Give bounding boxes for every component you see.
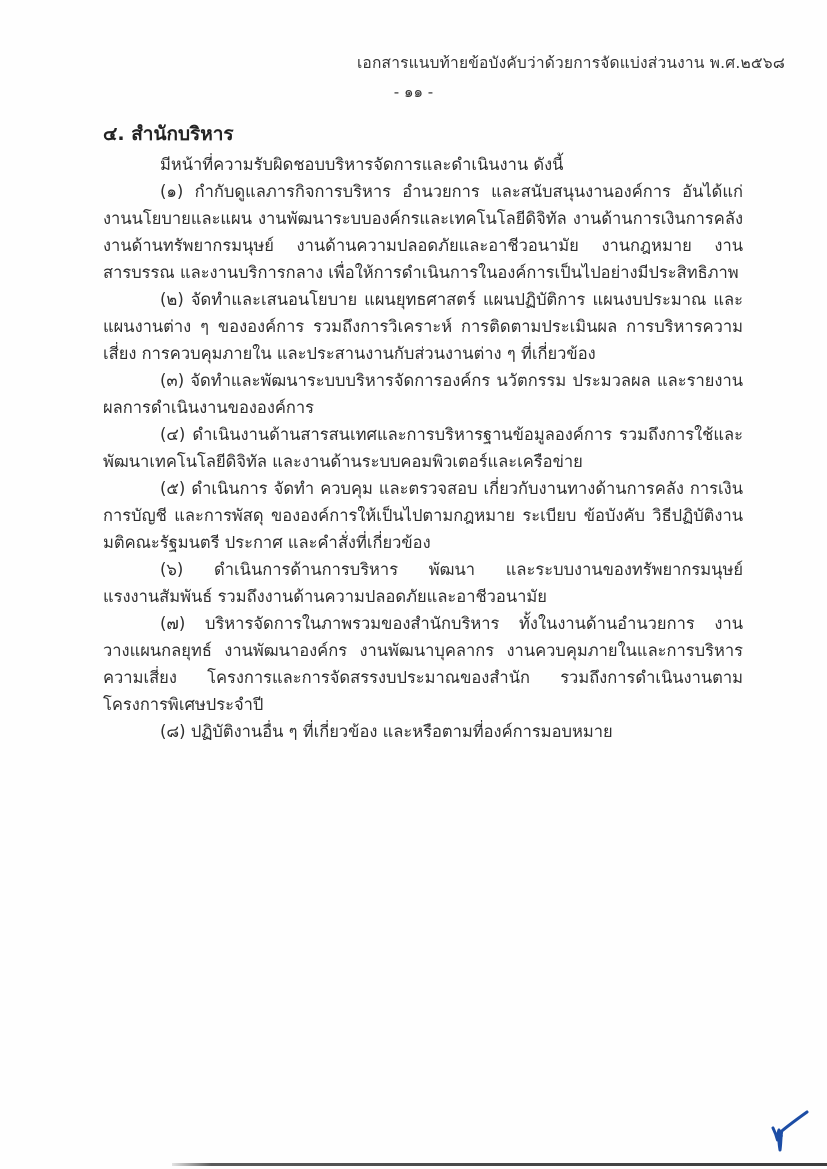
duty-item-2: (๒) จัดทำและเสนอนโยบาย แผนยุทธศาสตร์ แผนปฏิบัติการ แผนงบประมาณ และแผนงานต่าง ๆ ขององค์การ รวมถึงการวิเคราะห์ การติดตามประเมินผล การบริหารความเสี่ยง การควบคุมภายใน และประสานงานกับส่วนงานต่าง ๆ ที่เกี่ยวข้อง: [103, 290, 743, 363]
intro-line: มีหน้าที่ความรับผิดชอบบริหารจัดการและดำเนินงาน ดังนี้: [160, 155, 564, 174]
duty-item-3: (๓) จัดทำและพัฒนาระบบบริหารจัดการองค์กร นวัตกรรม ประมวลผล และรายงานผลการดำเนินงานขององค์การ: [103, 371, 743, 417]
page-number: - ๑๑ -: [393, 83, 434, 101]
document-body: [103, 120, 743, 745]
duty-item-5: (๕) ดำเนินการ จัดทำ ควบคุม และตรวจสอบ เกี่ยวกับงานทางด้านการคลัง การเงิน การบัญชี และการพัสดุ ขององค์การให้เป็นไปตามกฎหมาย ระเบียบ ข้อบังคับ วิธีปฏิบัติงาน มติคณะรัฐมนตรี ประกาศ และคำสั่งที่เกี่ยวข้อง: [103, 479, 743, 552]
section-heading: ๔. สำนักบริหาร: [103, 123, 234, 145]
duty-item-4: (๔) ดำเนินงานด้านสารสนเทศและการบริหารฐานข้อมูลองค์การ รวมถึงการใช้และพัฒนาเทคโนโลยีดิจิทัล และงานด้านระบบคอมพิวเตอร์และเครือข่าย: [103, 425, 743, 471]
document-header-annotation: เอกสารแนบท้ายข้อบังคับว่าด้วยการจัดแบ่งส่วนงาน พ.ศ.๒๕๖๘: [356, 54, 785, 72]
duty-item-1: (๑) กำกับดูแลภารกิจการบริหาร อำนวยการ และสนับสนุนงานองค์การ อันได้แก่ งานนโยบายและแผน งานพัฒนาระบบองค์กรและเทคโนโลยีดิจิทัล งานด้านการเงินการคลัง งานด้านทรัพยากรมนุษย์ งานด้านความปลอดภัยและอาชีวอนามัย งานกฎหมาย งานสารบรรณ และงานบริการกลาง เพื่อให้การดำเนินการในองค์การเป็นไปอย่างมีประสิทธิภาพ: [103, 182, 743, 282]
signature-mark-icon: [760, 1106, 810, 1154]
duty-item-8: (๘) ปฏิบัติงานอื่น ๆ ที่เกี่ยวข้อง และหรือตามที่องค์การมอบหมาย: [160, 722, 613, 741]
scan-artifact-line: [172, 1163, 827, 1166]
duty-item-7: (๗) บริหารจัดการในภาพรวมของสำนักบริหาร ทั้งในงานด้านอำนวยการ งานวางแผนกลยุทธ์ งานพัฒนาองค์กร งานพัฒนาบุคลากร งานควบคุมภายในและการบริหารความเสี่ยง โครงการและการจัดสรรงบประมาณของสำนัก รวมถึงการดำเนินงานตามโครงการพิเศษประจำปี: [103, 614, 743, 714]
duty-item-6: (๖) ดำเนินการด้านการบริหาร พัฒนา และระบบงานของทรัพยากรมนุษย์ แรงงานสัมพันธ์ รวมถึงงานด้านความปลอดภัยและอาชีวอนามัย: [103, 560, 743, 606]
